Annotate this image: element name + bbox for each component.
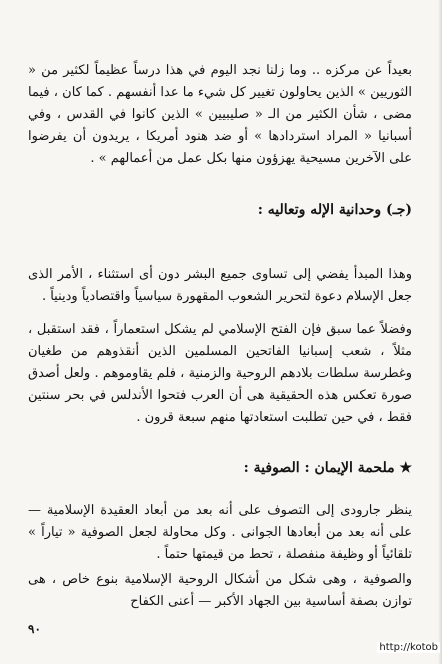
paragraph-text: والصوفية ، وهى شكل من أشكال الروحية الإسلامية بنوع خاص ، هى توازن بصفة أساسية بين الجهاد الأكبر — أعنى الكفاح [28,572,412,609]
watermark-url: http://kotob [379,642,438,653]
paragraph-text: وفضلاً عما سبق فإن الفتح الإسلامي لم يشكل استعماراً ، فقد استقبل ، مثلاً ، شعب إسبانيا الفاتحين المسلمين الذين أنقذوهم من طغيان وغطرسة سلطات بلادهم الروحية والزمنية ، فلم يقاوموهم . ولعل أصدق صورة تعكس هذه الحقيقية هى أن العرب فتحوا الأندلس في بحر سنتين فقط ، في حين تطلبت استعادتها منهم سبعة قرون . [28,322,412,425]
paragraph-equality [28,264,412,308]
page-number: ٩٠ [28,622,41,636]
paragraph-conquest [28,319,412,429]
section-heading-sufism: ★ ملحمة الإيمان : الصوفية : [243,460,412,476]
paragraph-text: بعيداً عن مركزه .. وما زلنا نجد اليوم في هذا درساً عظيماً لكثير من « الثوريين » الذين يحاولون تغيير كل شيء ما عدا أنفسهم . كما كان ، فيما مضى ، شأن الكثير من الـ « صليبيين » الذين كانوا في القدس ، وفي أسبانيا « المراد استردادها » أو ضد هنود أمريكا ، يريدون أن يفرضوا على الآخرين مسيحية يهزؤون منها بكل عمل من أعمالهم » . [28,63,412,166]
paragraph-text: ينظر جارودى إلى التصوف على أنه بعد من أبعاد العقيدة الإسلامية — على أنه بعد من أبعادها الجوانى . وكل محاولة لجعل الصوفية « تياراً » تلقائياً أو وظيفة منفصلة ، تحط من قيمتها حتماً . [28,503,412,562]
section-heading-oneness: (جـ) وحدانية الإله وتعاليه : [257,202,412,218]
page-edge-shadow [438,0,442,664]
paragraph-garaudy-sufism [28,500,412,566]
paragraph-sufism-balance [28,569,412,613]
paragraph-quote-ending [28,60,412,170]
paragraph-text: وهذا المبدأ يفضي إلى تساوى جميع البشر دون أى استثناء ، الأمر الذى جعل الإسلام دعوة لتحرير الشعوب المقهورة سياسياً واقتصادياً ودينياً . [28,267,412,304]
